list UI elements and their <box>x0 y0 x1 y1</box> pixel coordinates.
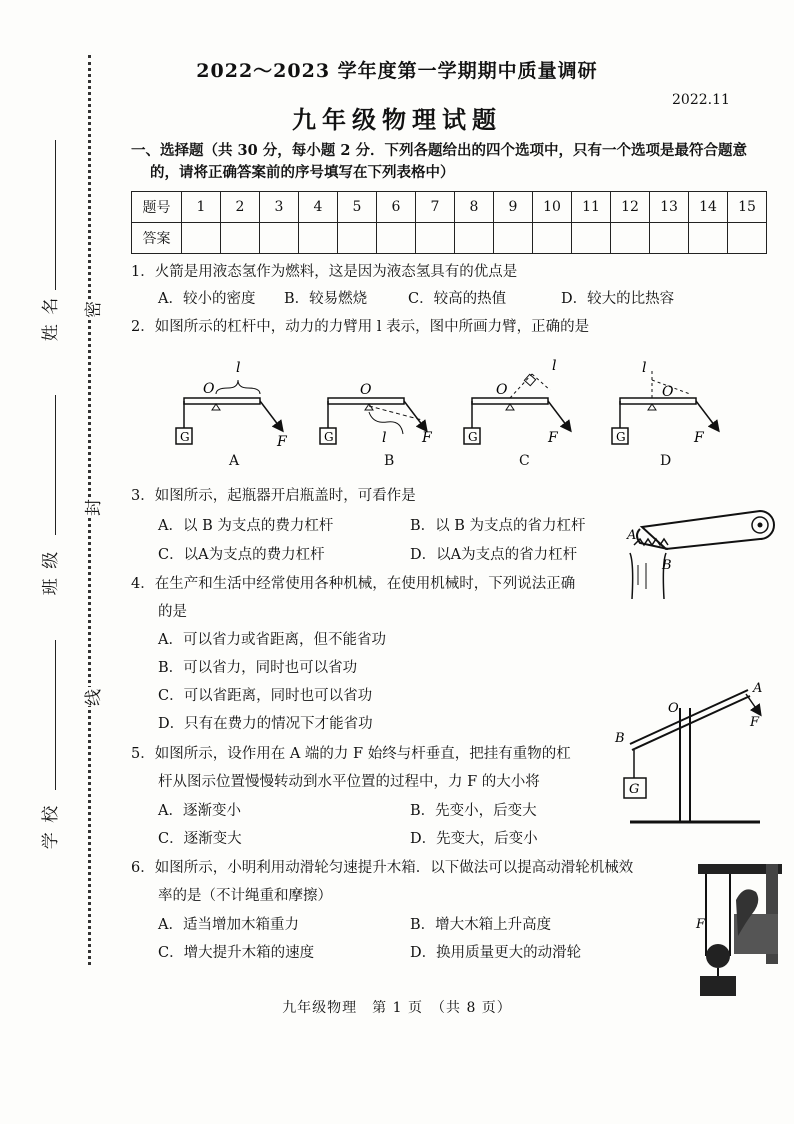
fig-c-weight-label: G <box>468 430 478 444</box>
answer-cell[interactable] <box>455 223 494 254</box>
bottle-opener-figure <box>620 505 780 605</box>
q2-stem: 2．如图所示的杠杆中，动力的力臂用 l 表示，图中所画力臂，正确的是 <box>131 319 590 335</box>
pulley-figure <box>690 860 785 1000</box>
q2-fig-label-b: B <box>384 453 395 469</box>
answer-cell[interactable] <box>650 223 689 254</box>
q5-option-c: C．逐渐变大 <box>158 831 242 847</box>
page-footer: 九年级物理 第 1 页 （共 8 页） <box>282 1000 512 1016</box>
answer-cell[interactable] <box>533 223 572 254</box>
answer-cell[interactable] <box>221 223 260 254</box>
answer-cell[interactable] <box>728 223 767 254</box>
fig-c-arm-label: l <box>552 358 557 374</box>
q6-stem-line1: 6．如图所示，小明利用动滑轮匀速提升木箱．以下做法可以提高动滑轮机械效 <box>131 860 634 876</box>
section-intro-line1: 一、选择题（共 30 分，每小题 2 分．下列各题给出的四个选项中，只有一个选项是最符合题意 <box>131 142 747 159</box>
fig-a-arm-label: l <box>236 360 241 376</box>
question-number-row <box>132 192 767 223</box>
exam-title: 2022～2023 学年度第一学期期中质量调研 <box>196 60 598 82</box>
answer-table <box>131 191 767 254</box>
number-cell: 14 <box>689 192 728 223</box>
fig-d-force-label: F <box>694 430 704 446</box>
q1-stem: 1．火箭是用液态氢作为燃料，这是因为液态氢具有的优点是 <box>131 264 518 280</box>
lever-stand-figure <box>610 672 775 832</box>
q5-option-d: D．先变大，后变小 <box>410 831 538 847</box>
number-cell: 3 <box>260 192 299 223</box>
q5-stem-line2: 杆从图示位置慢慢转动到水平位置的过程中，力 F 的大小将 <box>158 774 540 790</box>
answer-cell[interactable] <box>182 223 221 254</box>
number-cell: 10 <box>533 192 572 223</box>
lever-figure-b <box>320 382 433 446</box>
q4-option-d: D．只有在费力的情况下才能省功 <box>158 716 373 732</box>
number-cell: 2 <box>221 192 260 223</box>
q4-option-a: A．可以省力或省距离，但不能省功 <box>158 632 386 648</box>
answer-cell[interactable] <box>494 223 533 254</box>
seal-mark-mi: 密 <box>79 299 104 318</box>
number-cell: 7 <box>416 192 455 223</box>
q3-option-c: C．以A为支点的费力杠杆 <box>158 547 325 563</box>
lever-figure-a <box>176 360 288 450</box>
number-cell: 4 <box>299 192 338 223</box>
number-cell: 1 <box>182 192 221 223</box>
stand-point-b-label: B <box>615 731 625 746</box>
fig-c-pivot-label: O <box>496 382 508 398</box>
q3-option-d: D．以A为支点的省力杠杆 <box>410 547 578 563</box>
number-cell: 5 <box>338 192 377 223</box>
answer-cell[interactable] <box>260 223 299 254</box>
name-underline <box>55 140 56 290</box>
class-underline <box>55 395 56 535</box>
q2-fig-label-a: A <box>229 453 240 469</box>
number-cell: 13 <box>650 192 689 223</box>
q1-option-c: C．较高的热值 <box>408 291 507 307</box>
school-underline <box>55 640 56 790</box>
q3-stem: 3．如图所示，起瓶器开启瓶盖时，可看作是 <box>131 488 416 504</box>
q6-stem-line2: 率的是（不计绳重和摩擦） <box>158 888 332 904</box>
answer-row <box>132 223 767 254</box>
q6-option-c: C．增大提升木箱的速度 <box>158 945 315 961</box>
lever-figure-d <box>612 360 718 446</box>
answer-cell[interactable] <box>299 223 338 254</box>
q1-option-d: D．较大的比热容 <box>561 291 675 307</box>
q6-option-b: B．增大木箱上升高度 <box>410 917 552 933</box>
answer-cell[interactable] <box>377 223 416 254</box>
q6-option-d: D．换用质量更大的动滑轮 <box>410 945 582 961</box>
q5-option-b: B．先变小，后变大 <box>410 803 537 819</box>
stand-point-a-label: A <box>753 681 763 696</box>
stand-pivot-label: O <box>668 701 679 716</box>
number-cell: 9 <box>494 192 533 223</box>
fig-a-force-label: F <box>277 434 287 450</box>
section-intro-line2: 的，请将正确答案前的序号填写在下列表格中） <box>150 164 455 181</box>
fig-b-pivot-label: O <box>360 382 372 398</box>
stand-force-label: F <box>750 715 760 730</box>
name-label: 姓 名 <box>41 295 62 342</box>
fig-a-pivot-label: O <box>203 381 215 397</box>
opener-point-a-label: A <box>627 528 637 543</box>
answer-cell[interactable] <box>611 223 650 254</box>
q1-option-a: A．较小的密度 <box>158 291 256 307</box>
fig-d-pivot-label: O <box>662 384 674 400</box>
number-cell: 11 <box>572 192 611 223</box>
answer-cell[interactable] <box>572 223 611 254</box>
q5-option-a: A．逐渐变小 <box>158 803 241 819</box>
row-header-answer: 答案 <box>132 223 182 254</box>
q3-option-a: A．以 B 为支点的费力杠杆 <box>158 518 334 534</box>
answer-cell[interactable] <box>689 223 728 254</box>
fig-d-weight-label: G <box>616 430 626 444</box>
stand-weight-label: G <box>629 782 640 797</box>
q4-stem-line1: 4．在生产和生活中经常使用各种机械，在使用机械时，下列说法正确 <box>131 576 576 592</box>
q3-option-b: B．以 B 为支点的省力杠杆 <box>410 518 586 534</box>
pulley-force-label: F <box>696 917 706 932</box>
number-cell: 15 <box>728 192 767 223</box>
seal-mark-feng: 封 <box>79 497 104 516</box>
number-cell: 8 <box>455 192 494 223</box>
exam-date: 2022.11 <box>672 92 730 108</box>
number-cell: 6 <box>377 192 416 223</box>
lever-figure-c <box>464 358 570 446</box>
class-label: 班 级 <box>41 549 62 596</box>
answer-cell[interactable] <box>416 223 455 254</box>
exam-subtitle: 九年级物理试题 <box>292 105 502 134</box>
fig-c-force-label: F <box>548 430 558 446</box>
school-label: 学 校 <box>41 803 62 850</box>
q2-fig-label-d: D <box>660 453 672 469</box>
opener-point-b-label: B <box>662 558 672 573</box>
fig-d-arm-label: l <box>642 360 647 376</box>
q4-option-b: B．可以省力，同时也可以省功 <box>158 660 358 676</box>
fig-a-weight-label: G <box>180 430 190 444</box>
fig-b-weight-label: G <box>324 430 334 444</box>
fig-b-force-label: F <box>422 430 432 446</box>
row-header-number: 题号 <box>132 192 182 223</box>
q4-stem-line2: 的是 <box>158 604 187 620</box>
q5-stem-line1: 5．如图所示，设作用在 A 端的力 F 始终与杆垂直，把挂有重物的杠 <box>131 746 571 762</box>
q4-option-c: C．可以省距离，同时也可以省功 <box>158 688 373 704</box>
q1-option-b: B．较易燃烧 <box>284 291 368 307</box>
number-cell: 12 <box>611 192 650 223</box>
q2-lever-figures <box>160 350 740 465</box>
q6-option-a: A．适当增加木箱重力 <box>158 917 299 933</box>
seal-mark-xian: 线 <box>79 687 104 706</box>
q2-fig-label-c: C <box>519 453 530 469</box>
fig-b-arm-label: l <box>382 430 387 446</box>
answer-cell[interactable] <box>338 223 377 254</box>
